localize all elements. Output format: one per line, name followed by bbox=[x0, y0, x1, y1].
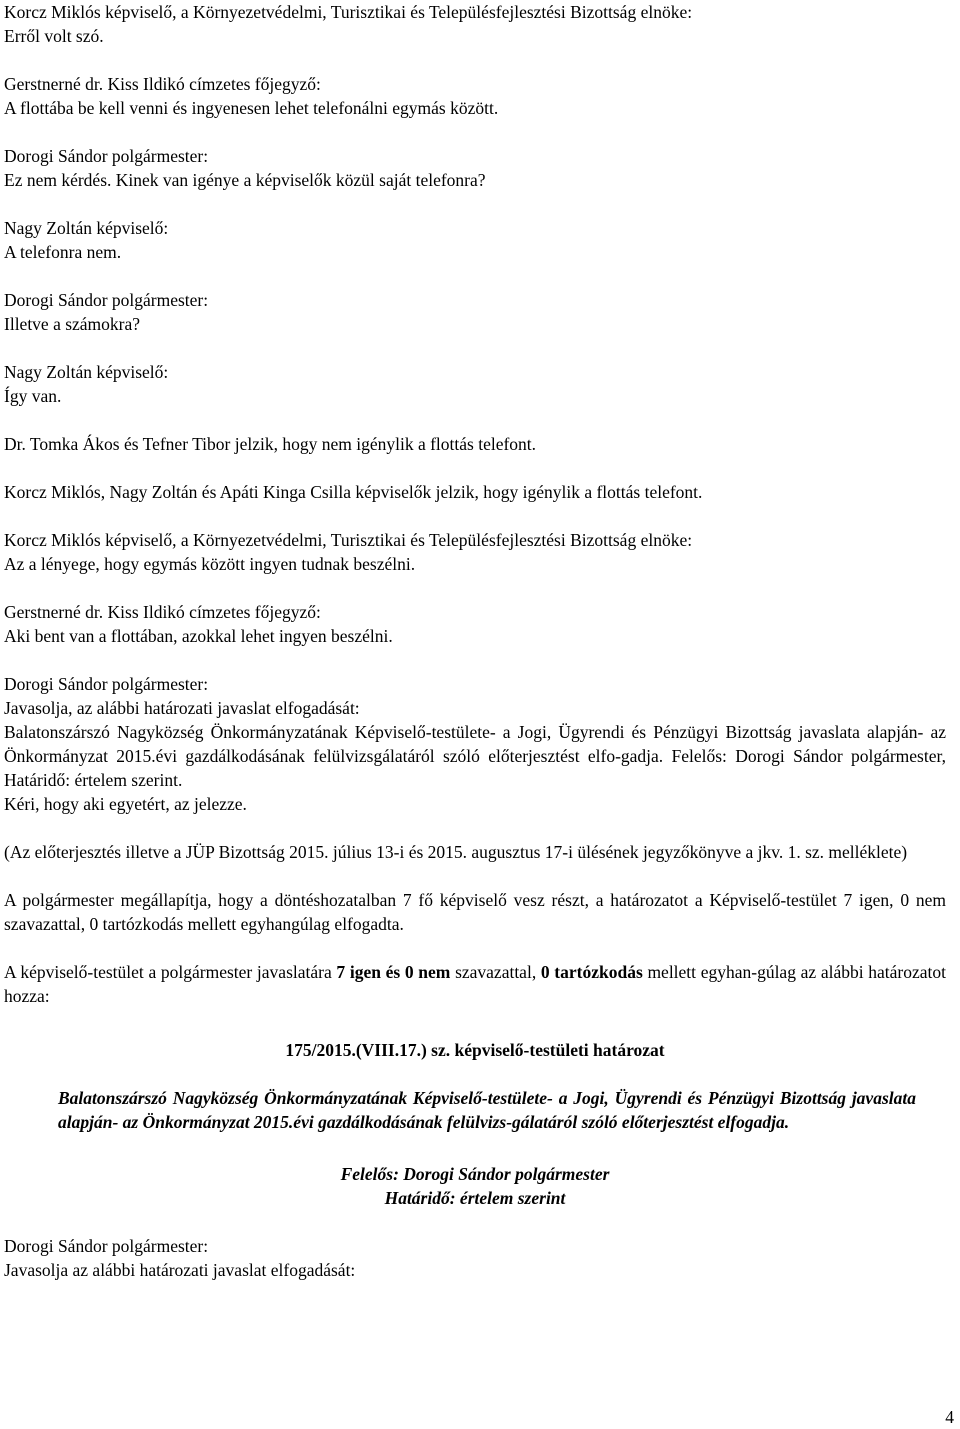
speaker-label: Korcz Miklós képviselő, a Környezetvédelmi, Turisztikai és Településfejlesztési Bizottság elnöke: bbox=[4, 530, 693, 550]
resolution-body: Balatonszárszó Nagyközség Önkormányzatának Képviselő-testülete- a Jogi, Ügyrendi és Pénzügyi Bizottság javaslata alapján- az Önkormányzat 2015.évi gazdálkodásának felülvizs-gálatáról szóló előterjesztést elfogadja. bbox=[58, 1088, 916, 1132]
resolution-responsible: Felelős: Dorogi Sándor polgármester bbox=[340, 1164, 610, 1184]
speaker-label: Dorogi Sándor polgármester: bbox=[4, 290, 209, 310]
resolution-title: 175/2015.(VIII.17.) sz. képviselő-testületi határozat bbox=[285, 1040, 665, 1060]
proposal-paragraph: Balatonszárszó Nagyközség Önkormányzatának Képviselő-testülete- a Jogi, Ügyrendi és Pénzügyi Bizottság javaslata alapján- az Önkormányzat 2015.évi gazdálkodásának felülvizsgálatáról szóló előterjesztést elfo-gadja. Felelős: Dorogi Sándor polgármester, Határidő: értelem szerint. bbox=[4, 722, 946, 790]
decision-intro-text: mellett egyhan-gúlag az alábbi határozatot hozza: bbox=[4, 962, 946, 1006]
statement-text: A flottába be kell venni és ingyenesen lehet telefonálni egymás között. bbox=[4, 98, 499, 118]
attachment-note: (Az előterjesztés illetve a JÜP Bizottság 2015. július 13-i és 2015. augusztus 17-i ülésének jegyzőkönyve a jkv. 1. sz. melléklete) bbox=[4, 842, 908, 862]
speaker-label: Dorogi Sándor polgármester: bbox=[4, 674, 209, 694]
statement-text: Így van. bbox=[4, 386, 62, 406]
decision-intro-text: szavazattal, bbox=[450, 962, 541, 982]
vote-count-abstain: 0 tartózkodás bbox=[540, 962, 643, 982]
speaker-label: Dorogi Sándor polgármester: bbox=[4, 1236, 209, 1256]
decision-intro-paragraph bbox=[4, 960, 946, 1008]
speaker-label: Korcz Miklós képviselő, a Környezetvédelmi, Turisztikai és Településfejlesztési Bizottság elnöke: bbox=[4, 2, 693, 22]
decision-intro-text: A képviselő-testület a polgármester javaslatára bbox=[4, 962, 337, 982]
statement-text: Ez nem kérdés. Kinek van igénye a képviselők közül saját telefonra? bbox=[4, 170, 486, 190]
speaker-label: Gerstnerné dr. Kiss Ildikó címzetes főjegyző: bbox=[4, 602, 321, 622]
statement-text: Javasolja, az alábbi határozati javaslat elfogadását: bbox=[4, 698, 360, 718]
vote-result-paragraph: A polgármester megállapítja, hogy a döntéshozatalban 7 fő képviselő vesz részt, a határozatot a Képviselő-testület 7 igen, 0 nem szavazattal, 0 tartózkodás mellett egyhangúlag elfogadta. bbox=[4, 890, 946, 934]
speaker-label: Gerstnerné dr. Kiss Ildikó címzetes főjegyző: bbox=[4, 74, 321, 94]
resolution-deadline: Határidő: értelem szerint bbox=[384, 1188, 566, 1208]
speaker-label: Nagy Zoltán képviselő: bbox=[4, 362, 169, 382]
statement-text: Javasolja az alábbi határozati javaslat elfogadását: bbox=[4, 1260, 356, 1280]
note-text: Dr. Tomka Ákos és Tefner Tibor jelzik, hogy nem igénylik a flottás telefont. bbox=[4, 434, 537, 454]
note-text: Korcz Miklós, Nagy Zoltán és Apáti Kinga Csilla képviselők jelzik, hogy igénylik a flottás telefont. bbox=[4, 482, 703, 502]
statement-text: Az a lényege, hogy egymás között ingyen tudnak beszélni. bbox=[4, 554, 416, 574]
statement-text: Kéri, hogy aki egyetért, az jelezze. bbox=[4, 794, 247, 814]
speaker-label: Nagy Zoltán képviselő: bbox=[4, 218, 169, 238]
page-number: 4 bbox=[945, 1407, 954, 1427]
document-page bbox=[4, 0, 946, 1282]
statement-text: Erről volt szó. bbox=[4, 26, 104, 46]
statement-text: A telefonra nem. bbox=[4, 242, 122, 262]
speaker-label: Dorogi Sándor polgármester: bbox=[4, 146, 209, 166]
statement-text: Aki bent van a flottában, azokkal lehet ingyen beszélni. bbox=[4, 626, 393, 646]
statement-text: Illetve a számokra? bbox=[4, 314, 141, 334]
vote-count-yes-no: 7 igen és 0 nem bbox=[336, 962, 451, 982]
